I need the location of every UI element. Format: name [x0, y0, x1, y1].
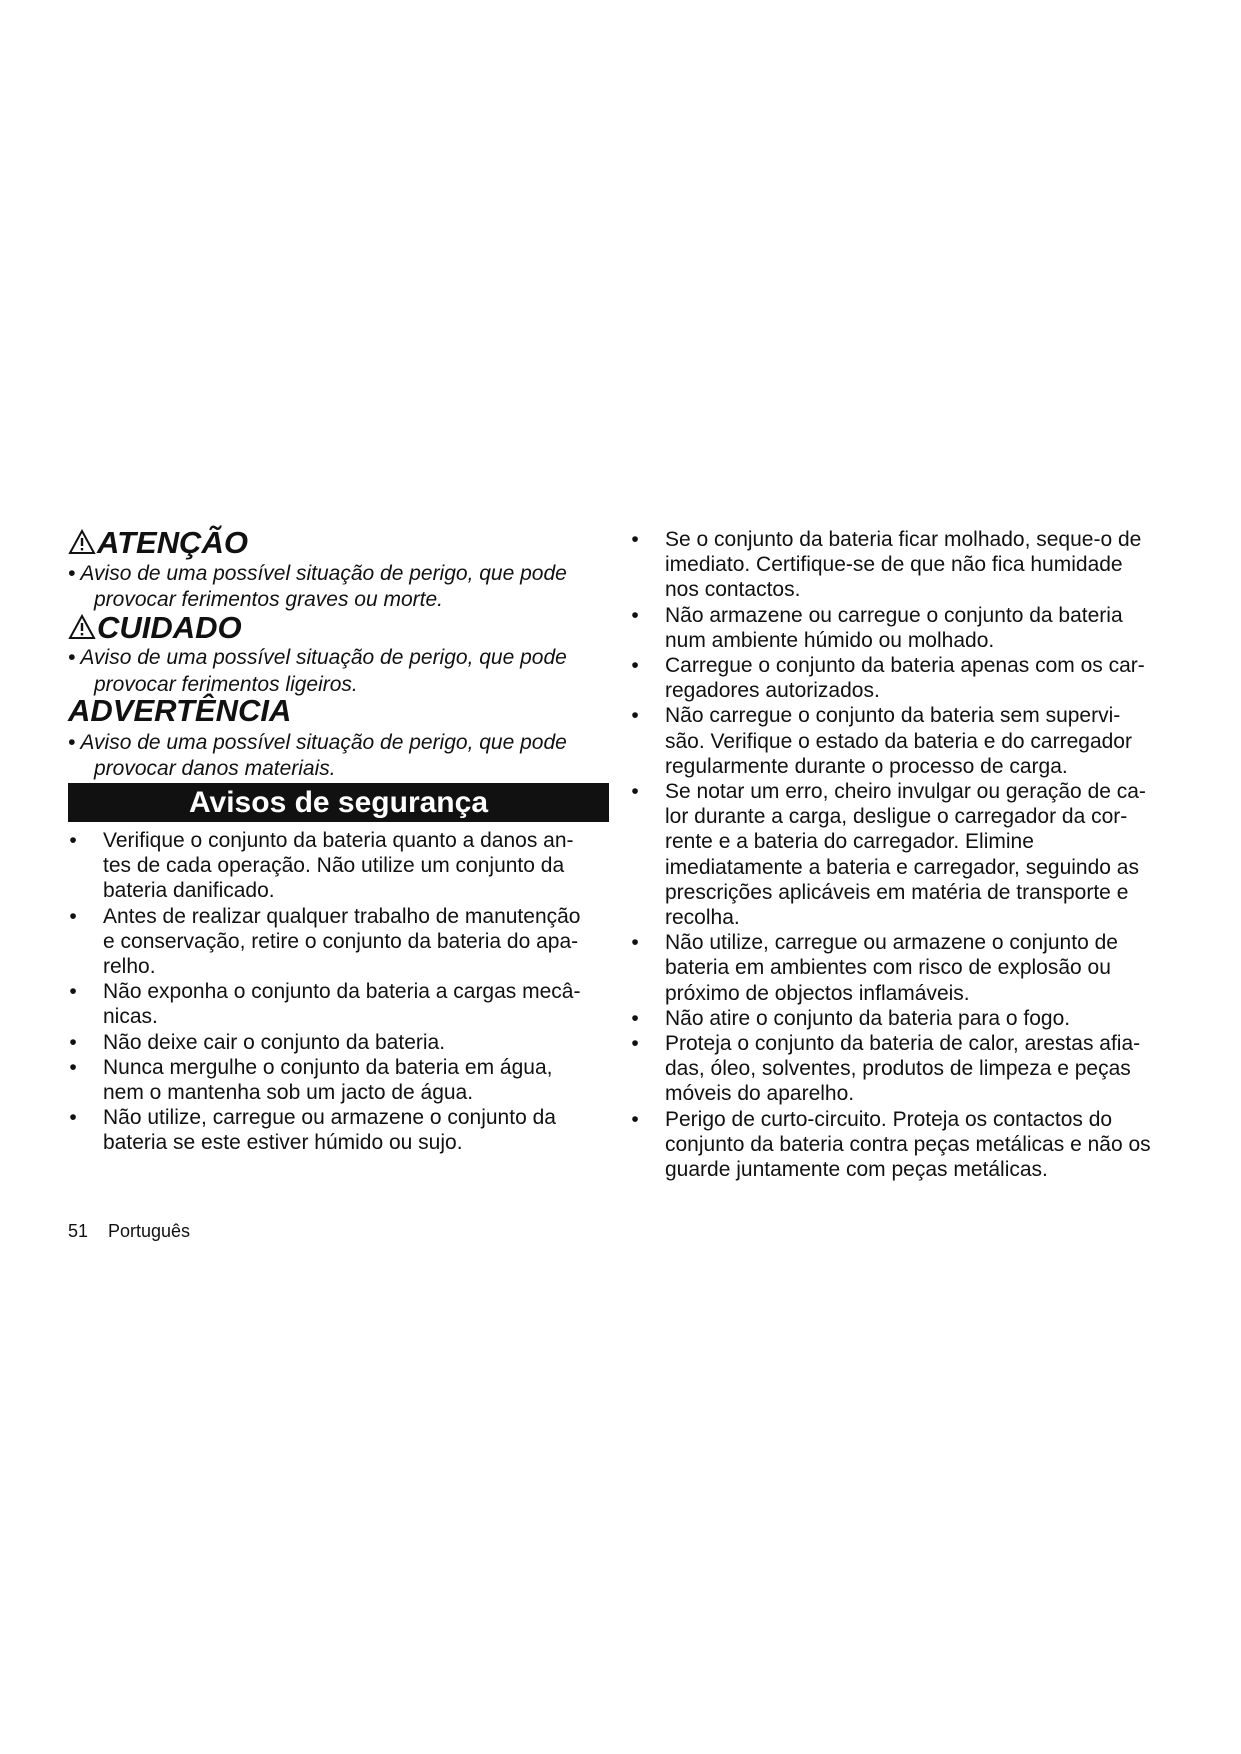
- list-item: [630, 1107, 1151, 1183]
- list-item: [68, 1030, 580, 1055]
- bullet-dot: •: [631, 1107, 639, 1131]
- list-item-line: são. Verifique o estado da bateria e do carregador: [665, 729, 1132, 753]
- bullet-dot: •: [69, 904, 77, 928]
- list-item: [630, 603, 1151, 653]
- list-item-line: das, óleo, solventes, produtos de limpeza e peças: [665, 1057, 1131, 1081]
- list-item: [68, 828, 580, 904]
- signal-cuidado-line: • Aviso de uma possível situação de perigo, que pode: [68, 646, 567, 669]
- bullet-dot: •: [631, 780, 639, 804]
- signal-atencao-heading: [68, 525, 248, 561]
- list-item-line: nos contactos.: [665, 578, 801, 602]
- list-item-line: nem o mantenha sob um jacto de água.: [103, 1081, 474, 1105]
- list-item-line: Se notar um erro, cheiro invulgar ou geração de ca-: [665, 780, 1146, 804]
- bullet-dot: •: [69, 980, 77, 1004]
- list-item: [68, 904, 580, 980]
- list-item-line: Não carregue o conjunto da bateria sem supervi-: [665, 704, 1121, 728]
- list-item-line: Proteja o conjunto da bateria de calor, arestas afia-: [665, 1032, 1141, 1056]
- signal-advertencia-heading: [68, 693, 291, 729]
- list-item-line: nicas.: [103, 1005, 158, 1029]
- bullet-dot: •: [69, 1055, 77, 1079]
- list-item-line: tes de cada operação. Não utilize um conjunto da: [103, 854, 565, 878]
- bullet-dot: •: [631, 528, 639, 551]
- signal-advertencia-line: provocar danos materiais.: [94, 757, 336, 780]
- list-item: [630, 653, 1151, 703]
- list-item-line: e conservação, retire o conjunto da bateria do apa-: [103, 929, 579, 953]
- bullet-dot: •: [631, 654, 639, 678]
- bullet-dot: •: [69, 1106, 77, 1130]
- list-item: [68, 1055, 580, 1105]
- list-item: [630, 527, 1151, 603]
- list-item-line: recolha.: [665, 906, 740, 930]
- page-number: 51: [68, 1221, 89, 1241]
- list-item-line: Não armazene ou carregue o conjunto da bateria: [665, 603, 1123, 627]
- list-item-line: móveis do aparelho.: [665, 1082, 855, 1106]
- signal-cuidado-heading: [68, 610, 242, 646]
- signal-atencao-title: ATENÇÃO: [97, 525, 248, 560]
- page-language: Português: [108, 1221, 191, 1241]
- list-item: [630, 930, 1151, 1006]
- signal-cuidado-line: provocar ferimentos ligeiros.: [94, 673, 358, 696]
- bullet-dot: •: [631, 1006, 639, 1030]
- signal-cuidado-title: CUIDADO: [97, 610, 242, 645]
- list-item-line: próximo de objectos inflamáveis.: [665, 981, 970, 1005]
- list-item-line: prescrições aplicáveis em matéria de transporte e: [665, 880, 1129, 904]
- section-title-banner: Avisos de segurança: [68, 783, 609, 822]
- bullet-dot: •: [69, 1030, 77, 1054]
- list-item-line: Nunca mergulhe o conjunto da bateria em água,: [103, 1055, 553, 1079]
- list-item-line: regularmente durante o processo de carga.: [665, 754, 1068, 778]
- page-footer: [68, 1220, 190, 1242]
- list-item-line: Verifique o conjunto da bateria quanto a danos an-: [103, 829, 574, 852]
- warning-triangle-icon: [68, 529, 96, 555]
- list-item-line: Não deixe cair o conjunto da bateria.: [103, 1030, 446, 1054]
- list-item-line: conjunto da bateria contra peças metálicas e não os: [665, 1132, 1151, 1156]
- list-item: [630, 779, 1151, 930]
- signal-advertencia-line: • Aviso de uma possível situação de perigo, que pode: [68, 731, 567, 754]
- list-item-line: lor durante a carga, desligue o carregador da cor-: [665, 805, 1128, 829]
- list-item-line: imediato. Certifique-se de que não fica humidade: [665, 553, 1123, 577]
- bullet-dot: •: [631, 931, 639, 955]
- list-item: [630, 703, 1151, 779]
- signal-atencao-line: provocar ferimentos graves ou morte.: [94, 588, 443, 611]
- list-item-line: Não exponha o conjunto da bateria a cargas mecâ-: [103, 980, 581, 1004]
- list-item-line: Não utilize, carregue ou armazene o conjunto de: [665, 931, 1118, 955]
- signal-advertencia-title: ADVERTÊNCIA: [68, 693, 292, 728]
- list-item-line: Antes de realizar qualquer trabalho de manutenção: [103, 904, 581, 928]
- list-item-line: Carregue o conjunto da bateria apenas com os car-: [665, 654, 1145, 678]
- list-item: [68, 979, 580, 1029]
- list-item-line: bateria danificado.: [103, 879, 275, 903]
- list-item: [630, 1031, 1151, 1107]
- list-item-line: Perigo de curto-circuito. Proteja os contactos do: [665, 1107, 1113, 1131]
- list-item-line: bateria em ambientes com risco de explosão ou: [665, 956, 1111, 980]
- signal-atencao-line: • Aviso de uma possível situação de perigo, que pode: [68, 562, 567, 585]
- warning-triangle-icon: [68, 614, 96, 640]
- bullet-dot: •: [631, 704, 639, 728]
- list-item: [630, 1006, 1151, 1031]
- right-bullet-list: [630, 527, 1151, 1182]
- list-item-line: Não utilize, carregue ou armazene o conjunto da: [103, 1106, 556, 1130]
- list-item-line: rente e a bateria do carregador. Elimine: [665, 830, 1034, 854]
- list-item-line: imediatamente a bateria e carregador, seguindo as: [665, 855, 1139, 879]
- list-item-line: Se o conjunto da bateria ficar molhado, seque-o de: [665, 528, 1142, 551]
- list-item-line: guarde juntamente com peças metálicas.: [665, 1158, 1048, 1182]
- list-item-line: relho.: [103, 955, 156, 979]
- list-item-line: regadores autorizados.: [665, 679, 880, 703]
- list-item-line: bateria se este estiver húmido ou sujo.: [103, 1131, 463, 1155]
- bullet-dot: •: [69, 829, 77, 852]
- list-item: [68, 1105, 580, 1155]
- left-bullet-list: [68, 828, 580, 1156]
- list-item-line: num ambiente húmido ou molhado.: [665, 628, 995, 652]
- list-item-line: Não atire o conjunto da bateria para o fogo.: [665, 1006, 1071, 1030]
- bullet-dot: •: [631, 603, 639, 627]
- bullet-dot: •: [631, 1032, 639, 1056]
